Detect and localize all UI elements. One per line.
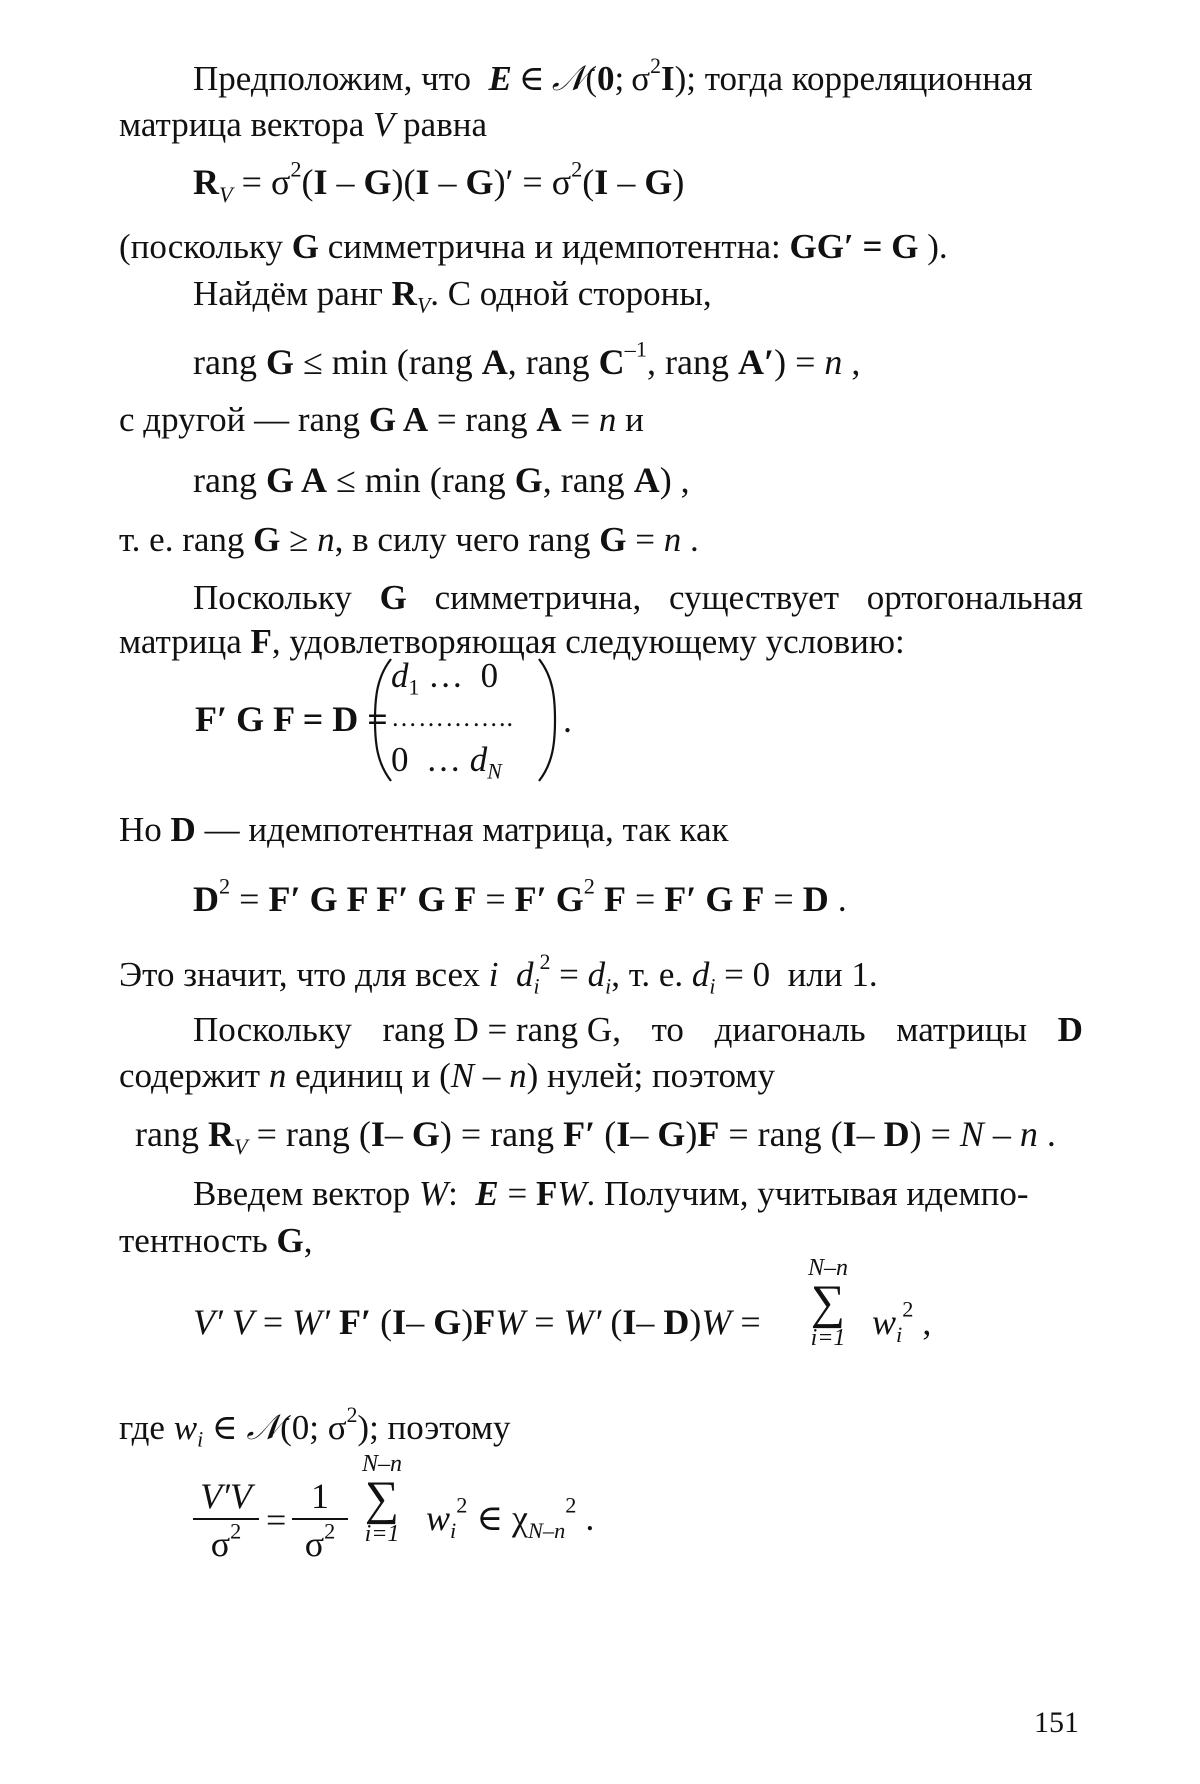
text-line: (поскольку G симметрична и идемпотентна: GG′ = G ). — [119, 227, 948, 266]
formula-RV: $R_V = \sigma^2(I - G)(I - G)' = \sigma^2(I - G)$ — [193, 156, 685, 207]
formula-rank-RV: rang $R_V$ = rang (I– G) = rang F′ (I– G)F = rang (I– D) = N – n . — [135, 1114, 1056, 1159]
text-line: где $w_i$ ∈ 𝒩(0; $\sigma^2$); поэтому — [119, 1403, 511, 1452]
page-number: 151 — [1034, 1706, 1079, 1739]
text-line: матрица вектора V равна — [119, 105, 487, 144]
formula-VV-tail: $w_i^2$ , — [872, 1296, 932, 1347]
formula-D-squared: $D^2 = F'$ G F F′ G F = F′ $G^2$ F = F′ G F = D . — [193, 873, 847, 919]
sum-symbol: N–n ∑ i=1 — [361, 1451, 402, 1547]
text-line: Но D — идемпотентная матрица, так как — [119, 810, 729, 849]
text-line: с другой — rang G A = rang A = n и — [119, 400, 644, 439]
text-line: матрица F, удовлетворяющая следующему условию: — [119, 622, 905, 661]
text-line: Найдём ранг $R_V$. С одной стороны, — [193, 274, 712, 318]
equals-sign: = — [266, 1500, 287, 1540]
text-line: тентность G, — [119, 1221, 313, 1260]
fraction-one-over-sigma: $\frac{1}{\sigma^2}$ — [292, 1476, 348, 1564]
right-paren — [535, 657, 559, 783]
book-page: Предположим, что E ∈ 𝒩(0; $\sigma^2I$); тогда корреляционная матрица вектора V равна $R_V = \sigma^2(I - G)(I - G)' = \sigma^2(I - G)$ (поскольку G симметрична и идемпотентна: GG′ = G ). Найдём ранг $R_V$. С одной стороны, rang G ≤ min (rang A, rang $C^{-1}$, rang A′) = n , с другой — rang G A = rang A = n и rang G A ≤ min (rang G, rang A) , т. е. rang G ≥ n, в силу чего rang G = n . Поскольку G симметрична, существует ортогональная матрица F, удовлетворяющая следующему условию: F′ G F = D = $d_1$ … 0 ………….. 0 … $d_N$ . Но D — идемпотентная матрица, так как $D^2 = F'$ G F F′ G F = F′ $G^2$ F = F′ G F = D . Это значит, что для всех i $d_i^2 = d_i$, т. е. $d_i = 0$ или 1. Поскольку rang D = rang G, то диагональ матрицы D содержит n единиц и (N – n) нулей; поэтому rang $R_V$ = rang (I– G) = rang F′ (I– G)F = rang (I– D) = N – n . Введем вектор W: E = FW. Получим, учитывая идемпо- тентность G, V′ V = W′ F′ (I– G)FW = W′ (I– D)W = N–n ∑ i=1 $w_i^2$ , где $w_i$ ∈ 𝒩(0; $\sigma^2$); поэтому $\frac{V'V}{\sigma^2}$ = $\frac{1}{\sigma^2}$ N–n ∑ i=1 $w_i^2$ ∈ $\chi_{N-n}^2$ . 151 — [119, 54, 1083, 1739]
text-line: т. е. rang G ≥ n, в силу чего rang G = n . — [119, 520, 699, 559]
formula-chi-square: $w_i^2$ ∈ $\chi_{N-n}^2$ . — [426, 1492, 595, 1543]
text-line: Предположим, что E ∈ 𝒩(0; $\sigma^2I$); тогда корреляционная — [193, 54, 1033, 99]
sum-symbol: N–n ∑ i=1 — [807, 1255, 848, 1351]
text-line: Это значит, что для всех i $d_i^2 = d_i$, т. е. $d_i = 0$ или 1. — [119, 950, 878, 999]
formula-rank-G: rang G ≤ min (rang A, rang $C^{-1}$, rang A′) = n , — [193, 336, 861, 382]
text-line: Введем вектор W: E = FW. Получим, учитывая идемпо- — [193, 1174, 1029, 1213]
fraction-VV-over-sigma: $\frac{V'V}{\sigma^2}$ — [193, 1476, 259, 1564]
formula-rank-GA: rang G A ≤ min (rang G, rang A) , — [193, 460, 690, 500]
text-line-justified: Поскольку rang D = rang G, то диагональ матрицы D — [193, 1010, 1083, 1049]
text-line: содержит n единиц и (N – n) нулей; поэтому — [119, 1056, 775, 1095]
formula-VV: V′ V = W′ F′ (I– G)FW = W′ (I– D)W = — [193, 1302, 761, 1342]
text-line-justified: Поскольку G симметрична, существует ортогональная — [193, 578, 1083, 617]
